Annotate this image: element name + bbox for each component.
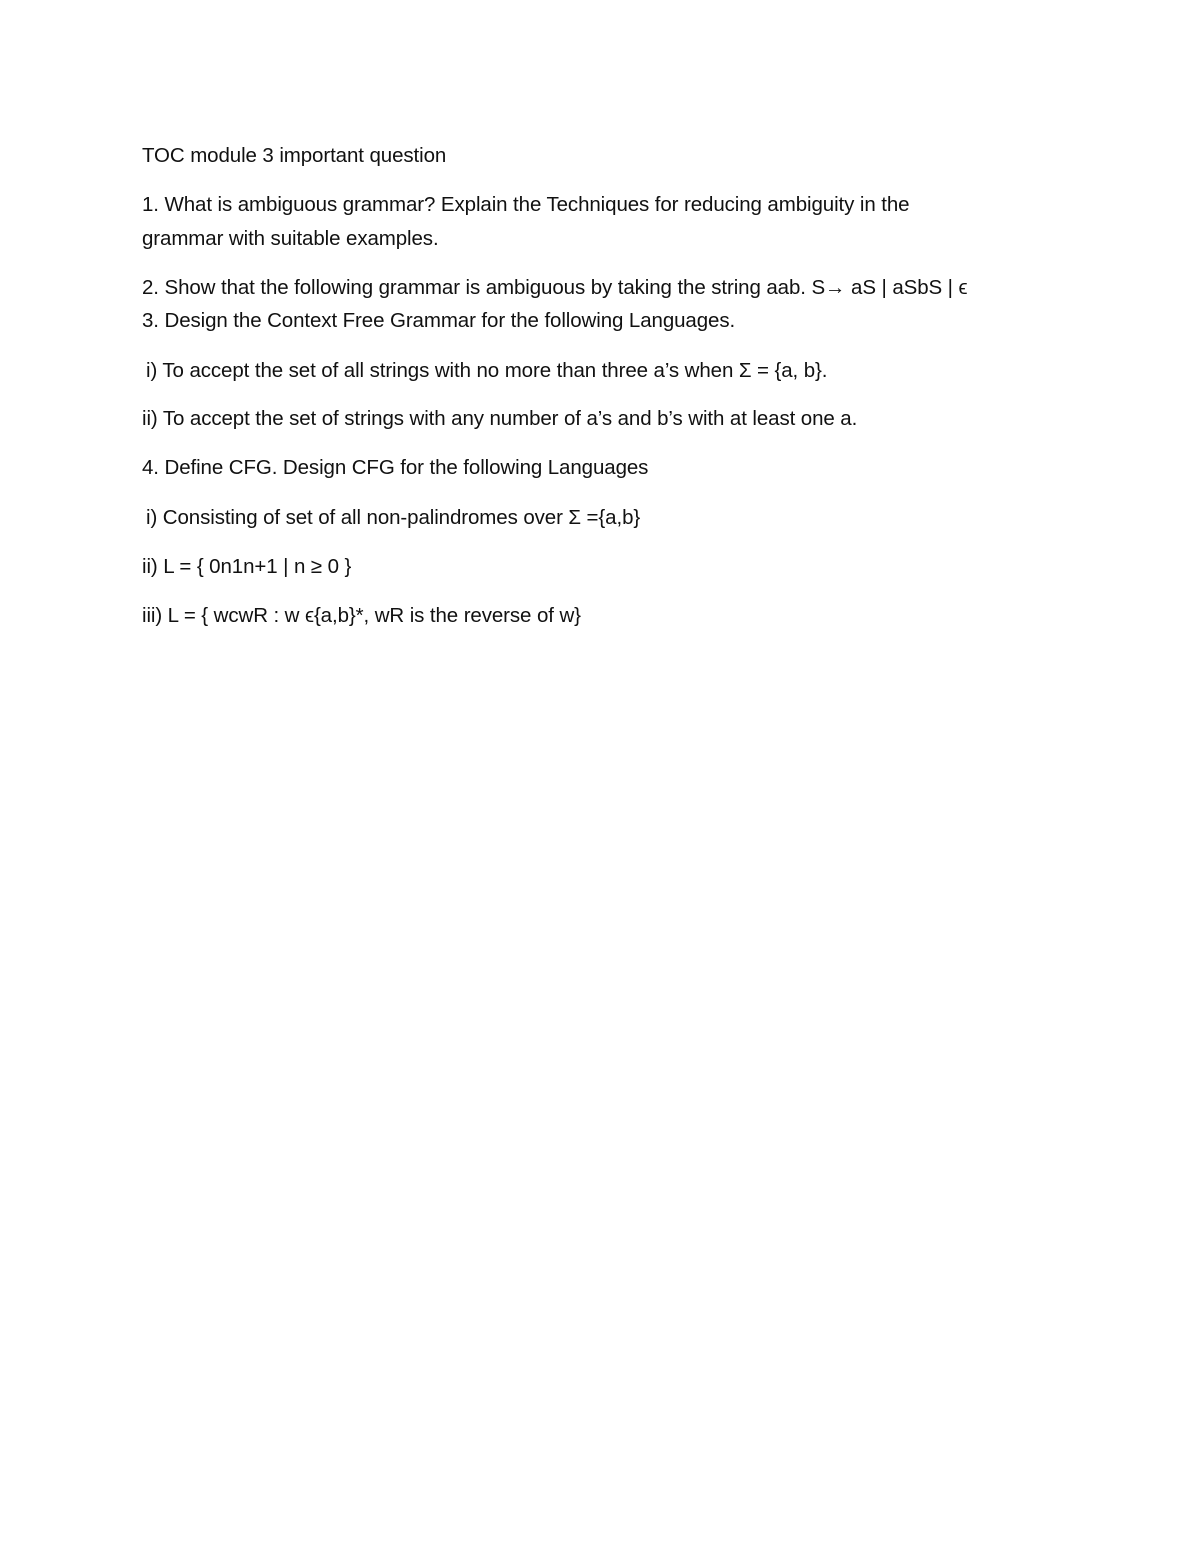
question-3-part-ii: ii) To accept the set of strings with any number of a’s and b’s with at least one a. <box>142 407 858 430</box>
question-1-line-2: grammar with suitable examples. <box>142 227 439 250</box>
question-1-line-1: 1. What is ambiguous grammar? Explain the Techniques for reducing ambiguity in the <box>142 193 910 216</box>
question-4: 4. Define CFG. Design CFG for the following Languages <box>142 456 649 479</box>
question-4-part-i: i) Consisting of set of all non-palindromes over Σ ={a,b} <box>146 506 641 529</box>
question-3: 3. Design the Context Free Grammar for the following Languages. <box>142 309 736 332</box>
question-3-part-i: i) To accept the set of all strings with no more than three a’s when Σ = {a, b}. <box>146 359 828 382</box>
question-4-part-ii: ii) L = { 0n1n+1 | n ≥ 0 } <box>142 555 352 578</box>
question-4-part-iii: iii) L = { wcwR : w ϵ{a,b}*, wR is the reverse of w} <box>142 604 581 627</box>
page-title: TOC module 3 important question <box>142 144 447 167</box>
question-2: 2. Show that the following grammar is ambiguous by taking the string aab. S→ aS | aSbS | ϵ <box>142 276 968 299</box>
